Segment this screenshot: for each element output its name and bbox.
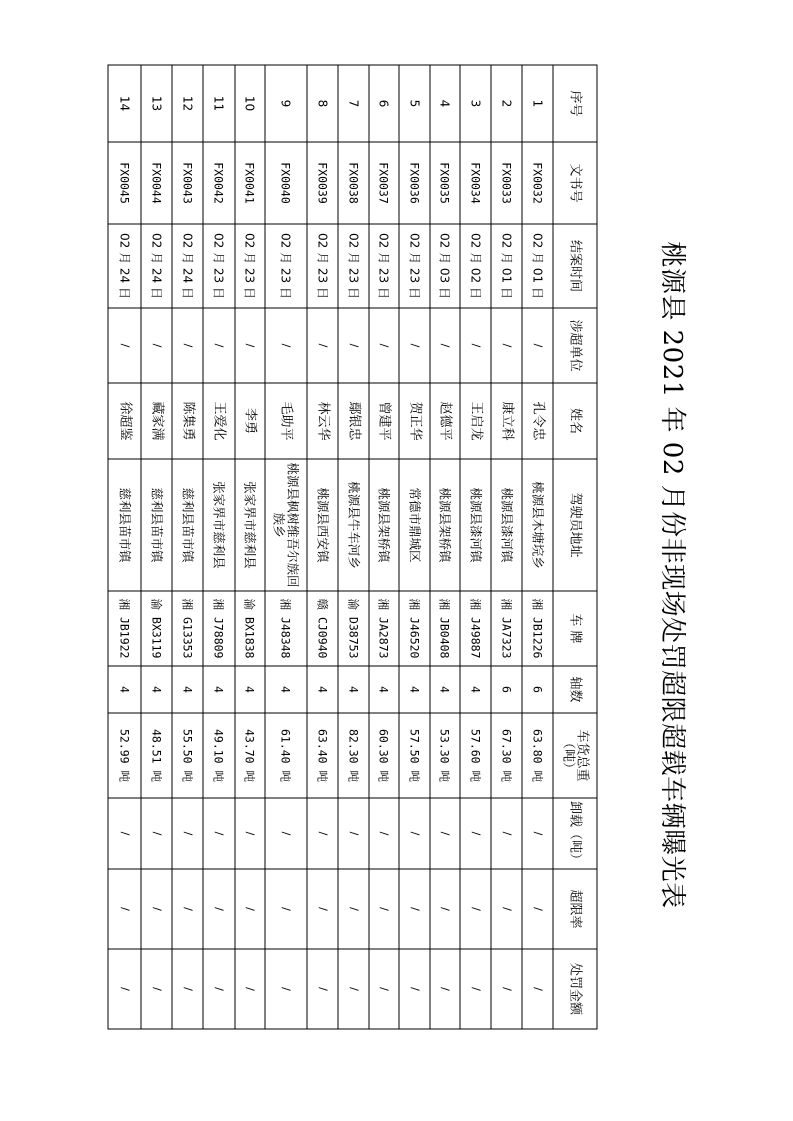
closing-date-cell: 02 月 24 日	[172, 224, 203, 308]
exposure-table-container	[108, 64, 597, 1028]
serial-no-cell: 7	[338, 65, 369, 142]
overlimit-rate-cell: /	[399, 869, 430, 949]
table-row	[369, 65, 399, 1029]
fine-amount-cell: /	[338, 949, 369, 1029]
driver-address-cell: 慈利县苗市镇	[172, 459, 203, 591]
unload-cell: /	[108, 798, 141, 869]
table-row	[491, 65, 522, 1029]
plate-cell: 湘 J46520	[399, 591, 430, 666]
overlimit-rate-cell: /	[235, 869, 265, 949]
unit-cell: /	[235, 308, 265, 383]
axles-cell: 4	[172, 666, 203, 713]
overlimit-rate-cell: /	[172, 869, 203, 949]
driver-address-cell: 桃源县枫树维吾尔族回族乡	[265, 459, 307, 591]
axles-cell: 4	[399, 666, 430, 713]
closing-date-cell: 02 月 23 日	[307, 224, 338, 308]
document-no-cell: FX0041	[235, 142, 265, 224]
exposure-table	[107, 64, 597, 1029]
header-name: 姓名	[553, 383, 597, 459]
axles-cell: 4	[430, 666, 460, 713]
table-row	[399, 65, 430, 1029]
name-cell: 孔令忠	[522, 383, 553, 459]
unload-cell: /	[369, 798, 399, 869]
serial-no-cell: 13	[141, 65, 172, 142]
closing-date-cell: 02 月 23 日	[338, 224, 369, 308]
unload-cell: /	[172, 798, 203, 869]
header-total-weight: 车货总重（吨）	[553, 713, 597, 798]
fine-amount-cell: /	[369, 949, 399, 1029]
unit-cell: /	[460, 308, 491, 383]
driver-address-cell: 桃源县漆河镇	[491, 459, 522, 591]
table-row	[203, 65, 235, 1029]
closing-date-cell: 02 月 02 日	[460, 224, 491, 308]
header-document-no: 文书号	[553, 142, 597, 224]
overlimit-rate-cell: /	[338, 869, 369, 949]
fine-amount-cell: /	[203, 949, 235, 1029]
header-overlimit-rate: 超限率	[553, 869, 597, 949]
driver-address-cell: 常德市鼎城区	[399, 459, 430, 591]
closing-date-cell: 02 月 01 日	[522, 224, 553, 308]
overlimit-rate-cell: /	[460, 869, 491, 949]
table-row	[108, 65, 141, 1029]
fine-amount-cell: /	[399, 949, 430, 1029]
name-cell: 陈集勇	[172, 383, 203, 459]
document-no-cell: FX0040	[265, 142, 307, 224]
unload-cell: /	[430, 798, 460, 869]
total-weight-cell: 43.70 吨	[235, 713, 265, 798]
plate-cell: 湘 J48348	[265, 591, 307, 666]
closing-date-cell: 02 月 23 日	[399, 224, 430, 308]
total-weight-cell: 60.30 吨	[369, 713, 399, 798]
plate-cell: 湘 JB1226	[522, 591, 553, 666]
overlimit-rate-cell: /	[522, 869, 553, 949]
total-weight-cell: 49.10 吨	[203, 713, 235, 798]
fine-amount-cell: /	[491, 949, 522, 1029]
unit-cell: /	[108, 308, 141, 383]
document-no-cell: FX0044	[141, 142, 172, 224]
name-cell: 鄢银忠	[338, 383, 369, 459]
unit-cell: /	[307, 308, 338, 383]
overlimit-rate-cell: /	[430, 869, 460, 949]
table-row	[172, 65, 203, 1029]
plate-cell: 湘 J78809	[203, 591, 235, 666]
unit-cell: /	[491, 308, 522, 383]
table-row	[141, 65, 172, 1029]
axles-cell: 6	[522, 666, 553, 713]
header-unit: 涉超单位	[553, 308, 597, 383]
header-row	[553, 65, 597, 1029]
total-weight-cell: 82.30 吨	[338, 713, 369, 798]
axles-cell: 4	[235, 666, 265, 713]
plate-cell: 赣 CJ0940	[307, 591, 338, 666]
unit-cell: /	[172, 308, 203, 383]
plate-cell: 渝 D38753	[338, 591, 369, 666]
serial-no-cell: 6	[369, 65, 399, 142]
serial-no-cell: 5	[399, 65, 430, 142]
table-row	[338, 65, 369, 1029]
document-no-cell: FX0032	[522, 142, 553, 224]
serial-no-cell: 2	[491, 65, 522, 142]
driver-address-cell: 张家界市慈利县	[235, 459, 265, 591]
header-serial-no: 序号	[553, 65, 597, 142]
table-body	[108, 65, 553, 1029]
axles-cell: 4	[141, 666, 172, 713]
table-row	[265, 65, 307, 1029]
closing-date-cell: 02 月 03 日	[430, 224, 460, 308]
page-title: 桃源县 2021 年 02 月份非现场处罚超限超载车辆曝光表	[657, 241, 687, 909]
driver-address-cell: 桃源县西安镇	[307, 459, 338, 591]
total-weight-cell: 57.60 吨	[460, 713, 491, 798]
header-fine-amount: 处罚金额	[553, 949, 597, 1029]
header-plate: 车 牌	[553, 591, 597, 666]
total-weight-cell: 63.80 吨	[522, 713, 553, 798]
unit-cell: /	[399, 308, 430, 383]
table-row	[522, 65, 553, 1029]
name-cell: 康立科	[491, 383, 522, 459]
document-no-cell: FX0042	[203, 142, 235, 224]
axles-cell: 4	[460, 666, 491, 713]
overlimit-rate-cell: /	[491, 869, 522, 949]
name-cell: 林云华	[307, 383, 338, 459]
name-cell: 贺正华	[399, 383, 430, 459]
driver-address-cell: 慈利县苗市镇	[108, 459, 141, 591]
total-weight-cell: 55.50 吨	[172, 713, 203, 798]
header-axles: 轴数	[553, 666, 597, 713]
closing-date-cell: 02 月 23 日	[235, 224, 265, 308]
overlimit-rate-cell: /	[265, 869, 307, 949]
closing-date-cell: 02 月 23 日	[265, 224, 307, 308]
name-cell: 李勇	[235, 383, 265, 459]
name-cell: 王启龙	[460, 383, 491, 459]
closing-date-cell: 02 月 23 日	[203, 224, 235, 308]
closing-date-cell: 02 月 24 日	[108, 224, 141, 308]
plate-cell: 渝 BX1838	[235, 591, 265, 666]
axles-cell: 4	[369, 666, 399, 713]
axles-cell: 4	[265, 666, 307, 713]
name-cell: 曾建平	[369, 383, 399, 459]
document-no-cell: FX0043	[172, 142, 203, 224]
total-weight-cell: 53.30 吨	[430, 713, 460, 798]
table-row	[307, 65, 338, 1029]
plate-cell: 湘 G13353	[172, 591, 203, 666]
serial-no-cell: 4	[430, 65, 460, 142]
plate-cell: 湘 J49887	[460, 591, 491, 666]
unload-cell: /	[307, 798, 338, 869]
driver-address-cell: 桃源县漆河镇	[460, 459, 491, 591]
name-cell: 毛助平	[265, 383, 307, 459]
total-weight-cell: 63.40 吨	[307, 713, 338, 798]
axles-cell: 4	[108, 666, 141, 713]
fine-amount-cell: /	[141, 949, 172, 1029]
fine-amount-cell: /	[430, 949, 460, 1029]
axles-cell: 4	[307, 666, 338, 713]
overlimit-rate-cell: /	[307, 869, 338, 949]
header-driver-address: 驾驶员地址	[553, 459, 597, 591]
name-cell: 赵德平	[430, 383, 460, 459]
serial-no-cell: 12	[172, 65, 203, 142]
driver-address-cell: 桃源县架桥镇	[430, 459, 460, 591]
unit-cell: /	[141, 308, 172, 383]
fine-amount-cell: /	[460, 949, 491, 1029]
unit-cell: /	[430, 308, 460, 383]
plate-cell: 渝 BX3119	[141, 591, 172, 666]
header-closing-date: 结案时间	[553, 224, 597, 308]
fine-amount-cell: /	[172, 949, 203, 1029]
serial-no-cell: 10	[235, 65, 265, 142]
axles-cell: 6	[491, 666, 522, 713]
serial-no-cell: 9	[265, 65, 307, 142]
driver-address-cell: 慈利县苗市镇	[141, 459, 172, 591]
document-no-cell: FX0038	[338, 142, 369, 224]
unload-cell: /	[141, 798, 172, 869]
serial-no-cell: 8	[307, 65, 338, 142]
serial-no-cell: 3	[460, 65, 491, 142]
axles-cell: 4	[203, 666, 235, 713]
plate-cell: 湘 JB0408	[430, 591, 460, 666]
unload-cell: /	[235, 798, 265, 869]
driver-address-cell: 桃源县木塘垸乡	[522, 459, 553, 591]
table-row	[460, 65, 491, 1029]
driver-address-cell: 桃源县牛车河乡	[338, 459, 369, 591]
unit-cell: /	[522, 308, 553, 383]
overlimit-rate-cell: /	[141, 869, 172, 949]
total-weight-cell: 48.51 吨	[141, 713, 172, 798]
document-no-cell: FX0039	[307, 142, 338, 224]
unit-cell: /	[338, 308, 369, 383]
document-no-cell: FX0036	[399, 142, 430, 224]
unit-cell: /	[369, 308, 399, 383]
unload-cell: /	[491, 798, 522, 869]
unload-cell: /	[460, 798, 491, 869]
header-unload: 卸载（吨）	[553, 798, 597, 869]
fine-amount-cell: /	[307, 949, 338, 1029]
document-no-cell: FX0034	[460, 142, 491, 224]
total-weight-cell: 52.99 吨	[108, 713, 141, 798]
unload-cell: /	[522, 798, 553, 869]
driver-address-cell: 张家界市慈利县	[203, 459, 235, 591]
name-cell: 王爱化	[203, 383, 235, 459]
document-no-cell: FX0033	[491, 142, 522, 224]
name-cell: 藏家满	[141, 383, 172, 459]
plate-cell: 湘 JB1922	[108, 591, 141, 666]
serial-no-cell: 14	[108, 65, 141, 142]
closing-date-cell: 02 月 24 日	[141, 224, 172, 308]
fine-amount-cell: /	[235, 949, 265, 1029]
closing-date-cell: 02 月 23 日	[369, 224, 399, 308]
plate-cell: 湘 JA2873	[369, 591, 399, 666]
unload-cell: /	[203, 798, 235, 869]
unload-cell: /	[265, 798, 307, 869]
overlimit-rate-cell: /	[369, 869, 399, 949]
unload-cell: /	[399, 798, 430, 869]
serial-no-cell: 11	[203, 65, 235, 142]
overlimit-rate-cell: /	[108, 869, 141, 949]
driver-address-cell: 桃源县架桥镇	[369, 459, 399, 591]
serial-no-cell: 1	[522, 65, 553, 142]
total-weight-cell: 57.50 吨	[399, 713, 430, 798]
table-row	[430, 65, 460, 1029]
table-row	[235, 65, 265, 1029]
fine-amount-cell: /	[522, 949, 553, 1029]
unit-cell: /	[265, 308, 307, 383]
fine-amount-cell: /	[265, 949, 307, 1029]
axles-cell: 4	[338, 666, 369, 713]
unload-cell: /	[338, 798, 369, 869]
fine-amount-cell: /	[108, 949, 141, 1029]
document-no-cell: FX0045	[108, 142, 141, 224]
document-no-cell: FX0037	[369, 142, 399, 224]
overlimit-rate-cell: /	[203, 869, 235, 949]
total-weight-cell: 67.30 吨	[491, 713, 522, 798]
name-cell: 徐超鉴	[108, 383, 141, 459]
closing-date-cell: 02 月 01 日	[491, 224, 522, 308]
document-no-cell: FX0035	[430, 142, 460, 224]
total-weight-cell: 61.40 吨	[265, 713, 307, 798]
unit-cell: /	[203, 308, 235, 383]
plate-cell: 湘 JA7323	[491, 591, 522, 666]
